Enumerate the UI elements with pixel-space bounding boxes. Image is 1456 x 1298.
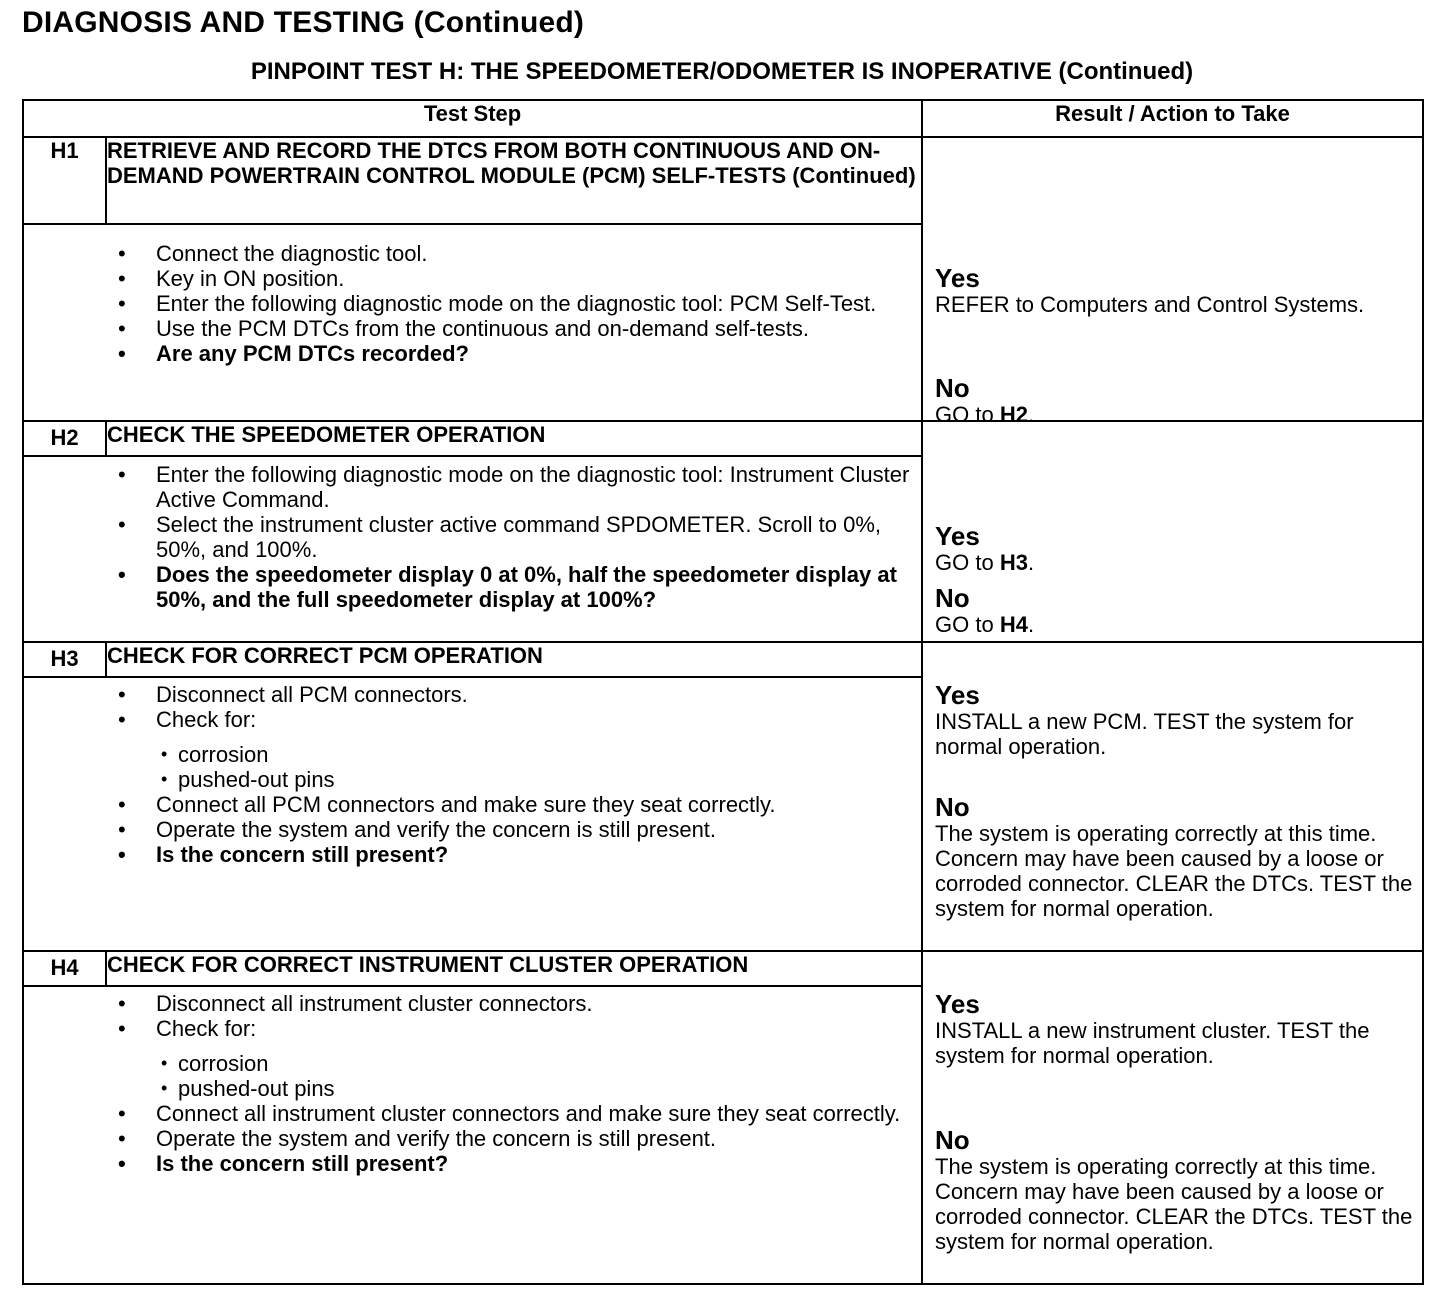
step-body-h1 <box>23 224 922 421</box>
result-h4 <box>922 951 1423 1284</box>
no-action: The system is operating correctly at this time. Concern may have been caused by a loose or corroded connector. CLEAR the DTCs. TEST the system for normal operation. <box>935 1154 1413 1254</box>
list-item: • Use the PCM DTCs from the continuous and on-demand self-tests. <box>24 316 921 341</box>
list-item: • Operate the system and verify the concern is still present. <box>24 817 921 842</box>
no-action-prefix: GO to <box>935 612 1000 637</box>
result-h3 <box>922 642 1423 951</box>
list-item: • Connect all instrument cluster connectors and make sure they seat correctly. <box>24 1101 921 1126</box>
result-h1 <box>922 137 1423 427</box>
step-reference-link[interactable]: H2 <box>999 402 1028 427</box>
list-item: • Disconnect all PCM connectors. <box>24 682 921 707</box>
no-action-prefix: GO to <box>935 402 1000 427</box>
yes-label: Yes <box>935 521 980 551</box>
yes-label: Yes <box>935 680 980 710</box>
yes-action-suffix: . <box>1027 550 1035 575</box>
list-item: • Enter the following diagnostic mode on the diagnostic tool: PCM Self-Test. <box>24 291 921 316</box>
list-item: • Disconnect all instrument cluster connectors. <box>24 991 921 1016</box>
list-item-question: • Is the concern still present? <box>24 842 921 867</box>
step-title-h4: CHECK FOR CORRECT INSTRUMENT CLUSTER OPERATION <box>106 951 922 986</box>
list-item: • Operate the system and verify the concern is still present. <box>24 1126 921 1151</box>
column-header-result: Result / Action to Take <box>922 100 1423 137</box>
list-item-question: • Is the concern still present? <box>24 1151 921 1176</box>
list-item-question: • Does the speedometer display 0 at 0%, half the speedometer display at 50%, and the full speedometer display at 100%? <box>24 562 921 612</box>
list-item-question: • Are any PCM DTCs recorded? <box>24 341 921 366</box>
step-id-h4: H4 <box>23 951 106 986</box>
result-h2 <box>922 421 1423 642</box>
yes-action-prefix: GO to <box>935 550 1000 575</box>
result-yes-h1 <box>935 264 1416 317</box>
no-action-suffix: . <box>1027 612 1035 637</box>
list-item <box>24 1016 921 1101</box>
step-id-h1: H1 <box>23 137 106 224</box>
step-body-h3 <box>23 677 922 951</box>
step-reference-link[interactable]: H4 <box>999 612 1028 637</box>
no-label: No <box>935 583 970 613</box>
step-id-h2: H2 <box>23 421 106 456</box>
step-id-h3: H3 <box>23 642 106 677</box>
step-body-h2 <box>23 456 922 642</box>
result-no-h3 <box>935 793 1416 921</box>
no-label: No <box>935 1125 970 1155</box>
list-item: • Connect the diagnostic tool. <box>24 241 921 266</box>
step-title-h2: CHECK THE SPEEDOMETER OPERATION <box>106 421 922 456</box>
sub-list-item: • corrosion <box>156 1051 911 1076</box>
list-item-label: Check for: <box>156 1016 257 1041</box>
list-item: • Connect all PCM connectors and make sure they seat correctly. <box>24 792 921 817</box>
yes-action: REFER to Computers and Control Systems. <box>935 292 1365 317</box>
sub-list-item: • pushed-out pins <box>156 1076 911 1101</box>
yes-label: Yes <box>935 263 980 293</box>
step-title-h3: CHECK FOR CORRECT PCM OPERATION <box>106 642 922 677</box>
step-reference-link[interactable]: H3 <box>999 550 1028 575</box>
page-title: DIAGNOSIS AND TESTING (Continued) <box>22 6 585 39</box>
result-no-h2 <box>935 584 1416 637</box>
result-no-h4 <box>935 1126 1416 1254</box>
result-no-h1 <box>935 374 1416 427</box>
list-item: • Select the instrument cluster active command SPDOMETER. Scroll to 0%, 50%, and 100%. <box>24 512 921 562</box>
column-header-test-step: Test Step <box>23 100 922 137</box>
list-item-label: Check for: <box>156 707 257 732</box>
no-label: No <box>935 792 970 822</box>
no-action-suffix: . <box>1027 402 1035 427</box>
step-body-h4 <box>23 986 922 1284</box>
step-title-h1: RETRIEVE AND RECORD THE DTCS FROM BOTH CONTINUOUS AND ON-DEMAND POWERTRAIN CONTROL MODULE (PCM) SELF-TESTS (Continued) <box>106 137 922 224</box>
result-yes-h4 <box>935 990 1416 1068</box>
yes-label: Yes <box>935 989 980 1019</box>
pinpoint-test-title: PINPOINT TEST H: THE SPEEDOMETER/ODOMETER IS INOPERATIVE (Continued) <box>250 58 1194 85</box>
result-yes-h3 <box>935 681 1416 759</box>
no-label: No <box>935 373 970 403</box>
sub-list-item: • pushed-out pins <box>156 767 911 792</box>
list-item: • Enter the following diagnostic mode on the diagnostic tool: Instrument Cluster Active Command. <box>24 462 921 512</box>
sub-list-item: • corrosion <box>156 742 911 767</box>
no-action: The system is operating correctly at this time. Concern may have been caused by a loose or corroded connector. CLEAR the DTCs. TEST the system for normal operation. <box>935 821 1413 921</box>
yes-action: INSTALL a new PCM. TEST the system for normal operation. <box>935 709 1354 759</box>
yes-action: INSTALL a new instrument cluster. TEST the system for normal operation. <box>935 1018 1370 1068</box>
result-yes-h2 <box>935 522 1416 575</box>
list-item <box>24 707 921 792</box>
list-item: • Key in ON position. <box>24 266 921 291</box>
pinpoint-test-table <box>22 99 1424 1285</box>
